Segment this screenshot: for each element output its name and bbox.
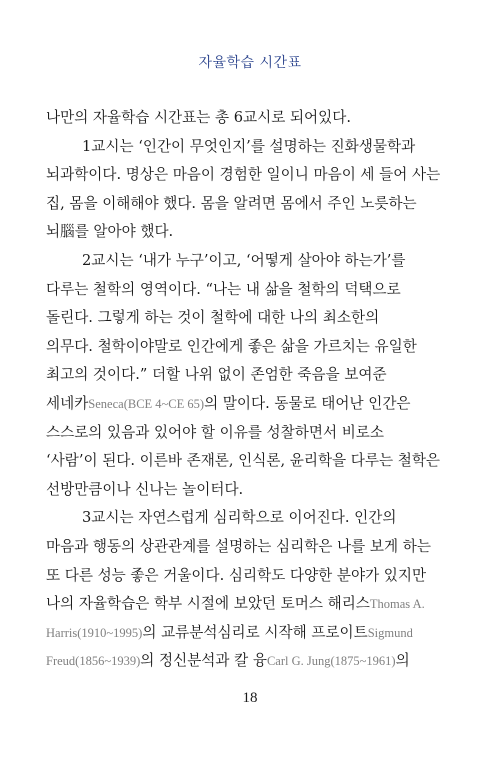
body-line: 나만의 자율학습 시간표는 총 6교시로 되어있다.: [46, 109, 351, 126]
body-line: 선방만큼이나 신나는 놀이터다.: [46, 480, 244, 498]
body-line: ‘사람’이 된다. 이른바 존재론, 인식론, 윤리학을 다루는 철학은: [46, 452, 441, 470]
latin-name: Thomas A.: [369, 597, 425, 612]
body-line: 또 다른 성능 좋은 거울이다. 심리학도 다양한 분야가 있지만: [46, 566, 427, 584]
body-line: 뇌과학이다. 명상은 마음이 경험한 일이니 마음이 세 들어 사는: [46, 166, 441, 184]
body-line: 뇌腦를 알아야 했다.: [46, 223, 174, 241]
paragraph-start-line: 1교시는 ‘인간이 무엇인지’를 설명하는 진화생물학과: [82, 137, 416, 155]
body-line: 스스로의 있음과 있어야 할 이유를 성찰하면서 비로소: [46, 423, 384, 441]
body-line: 최고의 것이다.” 더할 나위 없이 존엄한 죽음을 보여준: [46, 366, 387, 384]
body-line: 의무다. 철학이야말로 인간에게 좋은 삶을 가르치는 유일한: [46, 337, 417, 355]
page-number: 18: [242, 690, 258, 706]
body-line: 나의 자율학습은 학부 시절에 보았던 토머스 해리스Thomas A.: [46, 595, 425, 613]
latin-name: Seneca(BCE 4~CE 65): [88, 396, 205, 411]
paragraph-start-line: 3교시는 자연스럽게 심리학으로 이어진다. 인간의: [82, 509, 397, 527]
body-line: Harris(1910~1995)의 교류분석심리로 시작해 프로이트Sigmund: [46, 623, 413, 641]
body-line: 마음과 행동의 상관관계를 설명하는 심리학은 나를 보게 하는: [46, 537, 431, 555]
body-line: 돌린다. 그렇게 하는 것이 철학에 대한 나의 최소한의: [46, 309, 380, 327]
body-line: 다루는 철학의 영역이다. “나는 내 삶을 철학의 덕택으로: [46, 280, 401, 298]
paragraph-start-line: 2교시는 ‘내가 누구’이고, ‘어떻게 살아야 하는가’를: [82, 251, 406, 269]
latin-name: Sigmund: [367, 625, 413, 640]
latin-name: Carl G. Jung(1875~1961): [266, 654, 396, 669]
body-line: 집, 몸을 이해해야 했다. 몸을 알려면 몸에서 주인 노릇하는: [46, 194, 417, 212]
body-line: Freud(1856~1939)의 정신분석과 칼 융Carl G. Jung(1875~1961)의: [46, 652, 410, 670]
running-title: 자율학습 시간표: [198, 55, 302, 71]
latin-name: Freud(1856~1939): [46, 654, 141, 669]
body-text: [46, 104, 458, 676]
body-line: 세네카Seneca(BCE 4~CE 65)의 말이다. 동물로 태어난 인간은: [46, 394, 411, 412]
latin-name: Harris(1910~1995): [46, 625, 143, 640]
